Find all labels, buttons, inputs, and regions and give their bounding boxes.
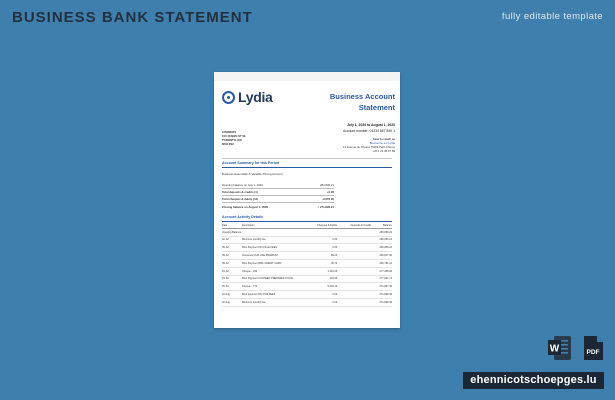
row-description: Insurance CUR LIFE PREMIUM (242, 252, 304, 260)
row-debit: 5,603.10 (304, 283, 337, 291)
row-description: Misc payment PAY PLB FEES (242, 291, 304, 299)
contact-phone: +33 1 23 45 67 89 (372, 149, 395, 153)
table-row (222, 267, 392, 275)
row-balance: 271,867.36 (371, 283, 392, 291)
row-balance: 277,288.66 (371, 267, 392, 275)
summary-label: Total cheques & debits (10) (222, 197, 259, 201)
contact-block (305, 137, 395, 153)
activity-heading-rule (222, 221, 392, 222)
row-date: 19 Jul (222, 275, 242, 283)
pdf-document-icon (582, 335, 604, 361)
company-street: 100 QUEEN ST W. (222, 134, 246, 138)
row-balance: 280,817.66 (371, 252, 392, 260)
page-subtitle: fully editable template (501, 11, 603, 22)
divider (222, 158, 392, 159)
summary-row (222, 190, 334, 194)
summary-value: +0.00 (326, 190, 334, 194)
row-debit: 89.20 (304, 252, 337, 260)
row-credit (337, 236, 371, 244)
row-balance: 271,828.36 (371, 291, 392, 299)
table-row (222, 236, 392, 244)
contact-address: 14 Avenue de l'Opera 75001 Paris France (343, 145, 395, 149)
activity-table (222, 223, 392, 307)
column-header: Description (242, 223, 304, 228)
company-city: TORONTO, ON (222, 138, 242, 142)
table-row (222, 244, 392, 252)
row-debit: 36.74 (304, 259, 337, 267)
row-date: 06 Jul (222, 244, 242, 252)
row-balance: 271,828.36 (371, 298, 392, 306)
website-watermark: ehennicotschoepges.lu (463, 372, 604, 389)
table-row (222, 291, 392, 299)
opening-balance-label: Opening Balance (222, 228, 304, 236)
summary-label: Total deposits & credits (1) (222, 190, 258, 194)
row-debit: 1,281.69 (304, 267, 337, 275)
row-description: Minimum monthly fee (242, 298, 304, 306)
row-balance: 280,781.10 (371, 259, 392, 267)
row-description: Misc Payment CANTEEN PREPARED HOUR (242, 275, 304, 283)
table-row (222, 228, 392, 236)
summary-row (222, 183, 334, 187)
statement-period: July 1, 2020 to August 1, 2020 (347, 123, 395, 127)
summary-label: Closing balance on August 1, 2020 (222, 205, 269, 209)
statement-title (315, 92, 395, 113)
opening-balance-value: 280,836.22 (371, 228, 392, 236)
row-description: Misc Payment PAYVILLE FEES (242, 244, 304, 252)
statement-title-line2: Statement (358, 102, 395, 112)
row-date: 02 Aug (222, 298, 242, 306)
table-row (222, 275, 392, 283)
row-credit (337, 244, 371, 252)
summary-account-name: Business Essentials ® Variable Pricing Account (222, 172, 283, 176)
row-balance: 280,836.22 (371, 236, 392, 244)
row-description: Misc Payment RBC CREDIT CARD (242, 259, 304, 267)
activity-heading: Account Activity Details (222, 215, 264, 219)
column-header: Cheques & Debits (304, 223, 337, 228)
column-header: Deposits & Credits (337, 223, 371, 228)
pdf-icon-label: PDF (586, 349, 600, 356)
column-header: Date (222, 223, 242, 228)
row-balance: 280,836.22 (371, 244, 392, 252)
row-credit (337, 291, 371, 299)
company-address (222, 130, 282, 146)
row-credit (337, 298, 371, 306)
summary-value: = 271,828.21 (317, 205, 334, 209)
document-header-bar (214, 72, 400, 81)
row-debit: 0.00 (304, 244, 337, 252)
column-header: Balance (371, 223, 392, 228)
row-balance: 277,821.74 (371, 275, 392, 283)
row-description: Cheque - 774 (242, 283, 304, 291)
logo-text: Lydia (238, 89, 273, 105)
row-date: 02 Jul (222, 236, 242, 244)
statement-title-line1: Business Account (329, 92, 395, 101)
contact-line: Bienvenue sur Lydia (369, 141, 395, 145)
row-credit (337, 259, 371, 267)
summary-heading: Account Summary for this Period (222, 161, 280, 165)
row-description: Minimum monthly fee (242, 236, 304, 244)
company-postal: M5H 2N2 (222, 142, 234, 146)
row-credit (337, 267, 371, 275)
bank-logo (222, 89, 273, 105)
table-row (222, 298, 392, 306)
row-date: 09 Jul (222, 252, 242, 260)
lydia-logo-icon (222, 91, 235, 104)
row-debit: 116.65 (304, 275, 337, 283)
page-title: BUSINESS BANK STATEMENT (12, 9, 253, 26)
row-date: 25 Jul (222, 283, 242, 291)
summary-value: -9,007.00 (322, 197, 334, 201)
row-credit (337, 252, 371, 260)
table-row (222, 252, 392, 260)
word-document-icon (548, 335, 572, 361)
company-name: CORNERS (222, 130, 236, 134)
summary-row (222, 205, 334, 209)
row-debit: 2.00 (304, 291, 337, 299)
contact-heading: How to reach us (373, 137, 395, 141)
row-credit (337, 275, 371, 283)
account-number: Account number: 01234 667 890 1 (342, 129, 395, 133)
row-date: 09 Jul (222, 259, 242, 267)
row-date: 16 Jul (222, 267, 242, 275)
summary-row (222, 197, 334, 201)
table-row (222, 283, 392, 291)
row-debit: 0.00 (304, 236, 337, 244)
summary-label: Opening balance on July 1, 2020 (222, 183, 263, 187)
row-credit (337, 283, 371, 291)
word-icon-letter: W (549, 343, 560, 355)
row-date: 01 Aug (222, 291, 242, 299)
row-description: Cheque - 292 (242, 267, 304, 275)
row-debit: 0.00 (304, 298, 337, 306)
summary-heading-rule (222, 167, 392, 168)
table-row (222, 259, 392, 267)
statement-document (214, 72, 400, 328)
summary-value: 280,836.21 (320, 183, 334, 187)
